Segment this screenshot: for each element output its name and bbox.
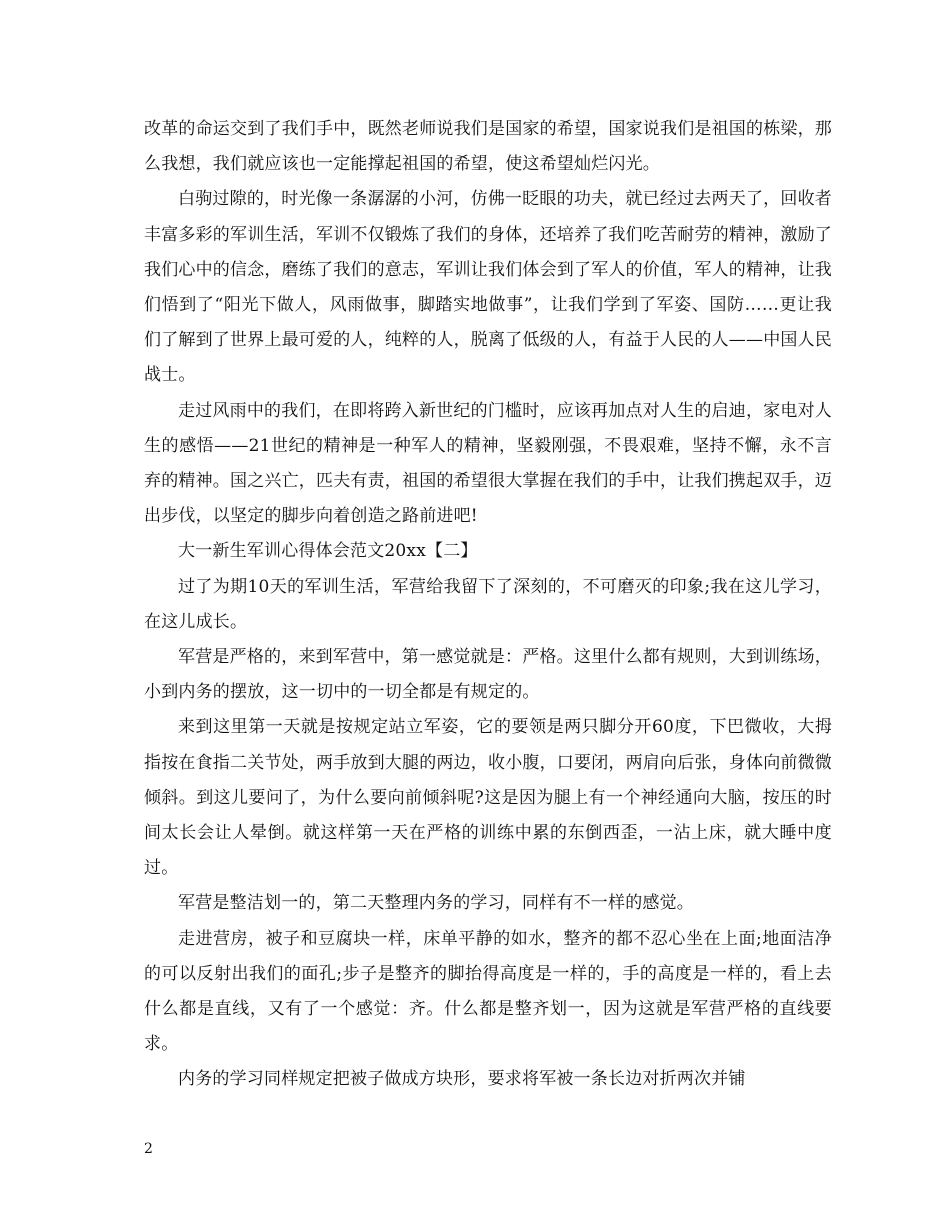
paragraph-1: 改革的命运交到了我们手中，既然老师说我们是国家的希望，国家说我们是祖国的栋梁，那么我想，我们就应该也一定能撑起祖国的希望，使这希望灿烂闪光。 xyxy=(144,119,832,175)
paragraph-8: 军营是整洁划一的，第二天整理内务的学习，同样有不一样的感觉。 xyxy=(178,893,694,914)
paragraph-3: 走过风雨中的我们，在即将跨入新世纪的门槛时，应该再加点对人生的启迪，家电对人生的感悟——21世纪的精神是一种军人的精神，坚毅刚强，不畏艰难，坚持不懈，永不言弃的精神。国之兴亡，匹夫有责，祖国的希望很大掌握在我们的手中，让我们携起双手，迈出步伐，以坚定的脚步向着创造之路前进吧! xyxy=(144,400,832,527)
paragraph-10: 内务的学习同样规定把被子做成方块形，要求将军被一条长边对折两次并铺 xyxy=(178,1069,746,1090)
paragraph-9: 走进营房，被子和豆腐块一样，床单平静的如水，整齐的都不忍心坐在上面;地面洁净的可以反射出我们的面孔;步子是整齐的脚抬得高度是一样的，手的高度是一样的，看上去什么都是直线，又有了一个感觉：齐。什么都是整齐划一，因为这就是军营严格的直线要求。 xyxy=(144,928,832,1055)
paragraph-6: 军营是严格的，来到军营中，第一感觉就是：严格。这里什么都有规则，大到训练场，小到内务的摆放，这一切中的一切全都是有规定的。 xyxy=(144,647,832,703)
page-number: 2 xyxy=(144,1141,153,1157)
document-body xyxy=(144,112,832,1098)
paragraph-7: 来到这里第一天就是按规定站立军姿，它的要领是两只脚分开60度，下巴微收，大拇指按在食指二关节处，两手放到大腿的两边，收小腹，口要闭，两肩向后张，身体向前微微倾斜。到这儿要问了，为什么要向前倾斜呢?这是因为腿上有一个神经通向大脑，按压的时间太长会让人晕倒。就这样第一天在严格的训练中累的东倒西歪，一沾上床，就大睡中度过。 xyxy=(144,717,832,879)
paragraph-5: 过了为期10天的军训生活，军营给我留下了深刻的，不可磨灭的印象;我在这儿学习，在这儿成长。 xyxy=(144,576,832,632)
section-heading: 大一新生军训心得体会范文20xx【二】 xyxy=(178,541,478,562)
paragraph-2: 白驹过隙的，时光像一条潺潺的小河，仿佛一眨眼的功夫，就已经过去两天了，回收者丰富多彩的军训生活，军训不仅锻炼了我们的身体，还培养了我们吃苦耐劳的精神，激励了我们心中的信念，磨练了我们的意志，军训让我们体会到了军人的价值，军人的精神，让我们悟到了“阳光下做人，风雨做事，脚踏实地做事”，让我们学到了军姿、国防……更让我们了解到了世界上最可爱的人，纯粹的人，脱离了低级的人，有益于人民的人——中国人民战士。 xyxy=(144,189,832,386)
